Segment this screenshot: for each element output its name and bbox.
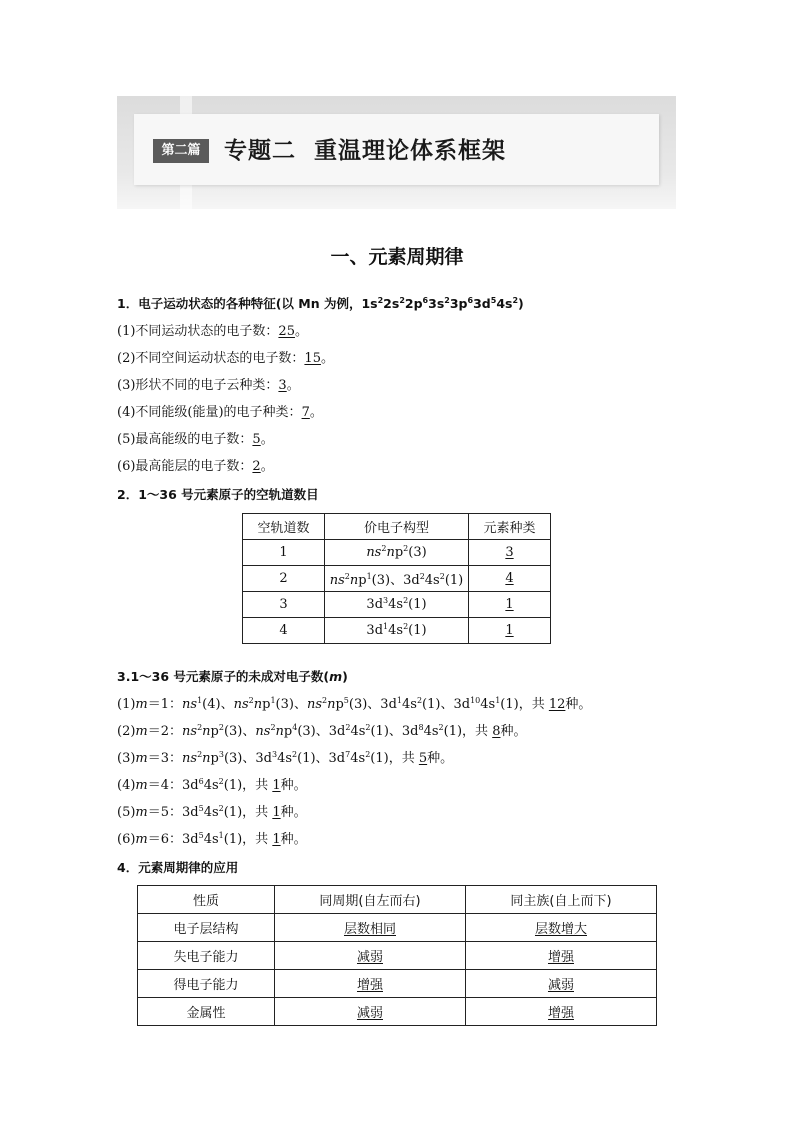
q1-heading: 1．电子运动状态的各种特征(以 Mn 为例，$1s^22s^22p^63s^23p^63d^54s^2$) (117, 296, 524, 311)
table-cell: 层数相同 (275, 914, 466, 942)
answer-blank: 5 (418, 751, 428, 766)
answer-blank: 25 (278, 324, 295, 339)
table-cell: $3d^14s^2(1)$ (325, 618, 469, 644)
answer-blank: 1 (272, 805, 281, 820)
table-cell: 减弱 (466, 970, 657, 998)
answer-blank: 12 (548, 697, 566, 712)
table-cell: 4 (469, 566, 551, 592)
q3-item: (2)m＝2：$ns^2np^2(3)$、$ns^2np^4(3)$、$3d^24s^2(1)$、$3d^84s^2(1)$，共 8种。 (117, 723, 527, 739)
answer-blank: 7 (301, 405, 310, 420)
section-title: 一、元素周期律 (330, 246, 464, 268)
table-row (138, 914, 657, 942)
q3-item: (1)m＝1：$ns^1(4)$、$ns^2np^1(3)$、$ns^2np^5(3)$、$3d^14s^2(1)$、$3d^{10}4s^1(1)$，共 12种。 (117, 696, 592, 712)
q1-item: (5)最高能级的电子数：5。 (117, 432, 274, 447)
table-header: 同主族(自上而下) (466, 886, 657, 914)
table-row (138, 998, 657, 1026)
table-cell: $ns^2np^2(3)$ (325, 540, 469, 566)
answer-blank: 5 (252, 432, 261, 447)
part-badge: 第二篇 (153, 139, 209, 163)
table-cell: 3 (469, 540, 551, 566)
banner-title: 专题二 重温理论体系框架 (224, 138, 507, 164)
answer-blank: 1 (272, 832, 281, 847)
periodic-law-table (137, 885, 657, 1026)
table-cell: 1 (469, 618, 551, 644)
table-cell: 增强 (275, 970, 466, 998)
table-header: 性质 (138, 886, 275, 914)
q3-item: (4)m＝4：$3d^64s^2(1)$，共 1种。 (117, 777, 307, 793)
table-row (243, 592, 551, 618)
table-cell: 3 (243, 592, 325, 618)
table-header: 空轨道数 (243, 514, 325, 540)
q3-heading: 3.1～36 号元素原子的未成对电子数(m) (117, 669, 348, 684)
answer-blank: 1 (272, 778, 281, 793)
table-cell: 4 (243, 618, 325, 644)
q1-item: (4)不同能级(能量)的电子种类：7。 (117, 405, 323, 420)
answer-blank: 3 (278, 378, 287, 393)
q1-item: (2)不同空间运动状态的电子数：15。 (117, 351, 334, 366)
empty-orbital-table (242, 513, 551, 644)
table-cell: $3d^34s^2(1)$ (325, 592, 469, 618)
answer-blank: 15 (304, 351, 321, 366)
table-row (243, 566, 551, 592)
table-cell: 得电子能力 (138, 970, 275, 998)
answer-blank: 8 (492, 724, 501, 739)
q3-item: (3)m＝3：$ns^2np^3(3)$、$3d^34s^2(1)$、$3d^74s^2(1)$，共 5种。 (117, 750, 454, 766)
table-header: 价电子构型 (325, 514, 469, 540)
table-cell: 减弱 (275, 942, 466, 970)
table-row (138, 970, 657, 998)
table-cell: 增强 (466, 942, 657, 970)
table-header: 元素种类 (469, 514, 551, 540)
table-cell: $ns^2np^1(3)$、$3d^24s^2(1)$ (325, 566, 469, 592)
table-cell: 层数增大 (466, 914, 657, 942)
table-cell: 2 (243, 566, 325, 592)
table-row (138, 942, 657, 970)
table-row (243, 540, 551, 566)
table-cell: 减弱 (275, 998, 466, 1026)
q2-heading: 2．1～36 号元素原子的空轨道数目 (117, 487, 319, 502)
q1-item: (6)最高能层的电子数：2。 (117, 459, 274, 474)
table-cell: 金属性 (138, 998, 275, 1026)
q3-item: (5)m＝5：$3d^54s^2(1)$，共 1种。 (117, 804, 307, 820)
table-cell: 1 (243, 540, 325, 566)
q1-item: (1)不同运动状态的电子数：25。 (117, 324, 308, 339)
table-cell: 电子层结构 (138, 914, 275, 942)
table-header: 同周期(自左而右) (275, 886, 466, 914)
q1-item: (3)形状不同的电子云种类：3。 (117, 378, 300, 393)
q3-item: (6)m＝6：$3d^54s^1(1)$，共 1种。 (117, 831, 307, 847)
table-cell: 失电子能力 (138, 942, 275, 970)
q4-heading: 4．元素周期律的应用 (117, 860, 239, 875)
table-cell: 1 (469, 592, 551, 618)
table-cell: 增强 (466, 998, 657, 1026)
answer-blank: 2 (252, 459, 261, 474)
table-row (243, 618, 551, 644)
